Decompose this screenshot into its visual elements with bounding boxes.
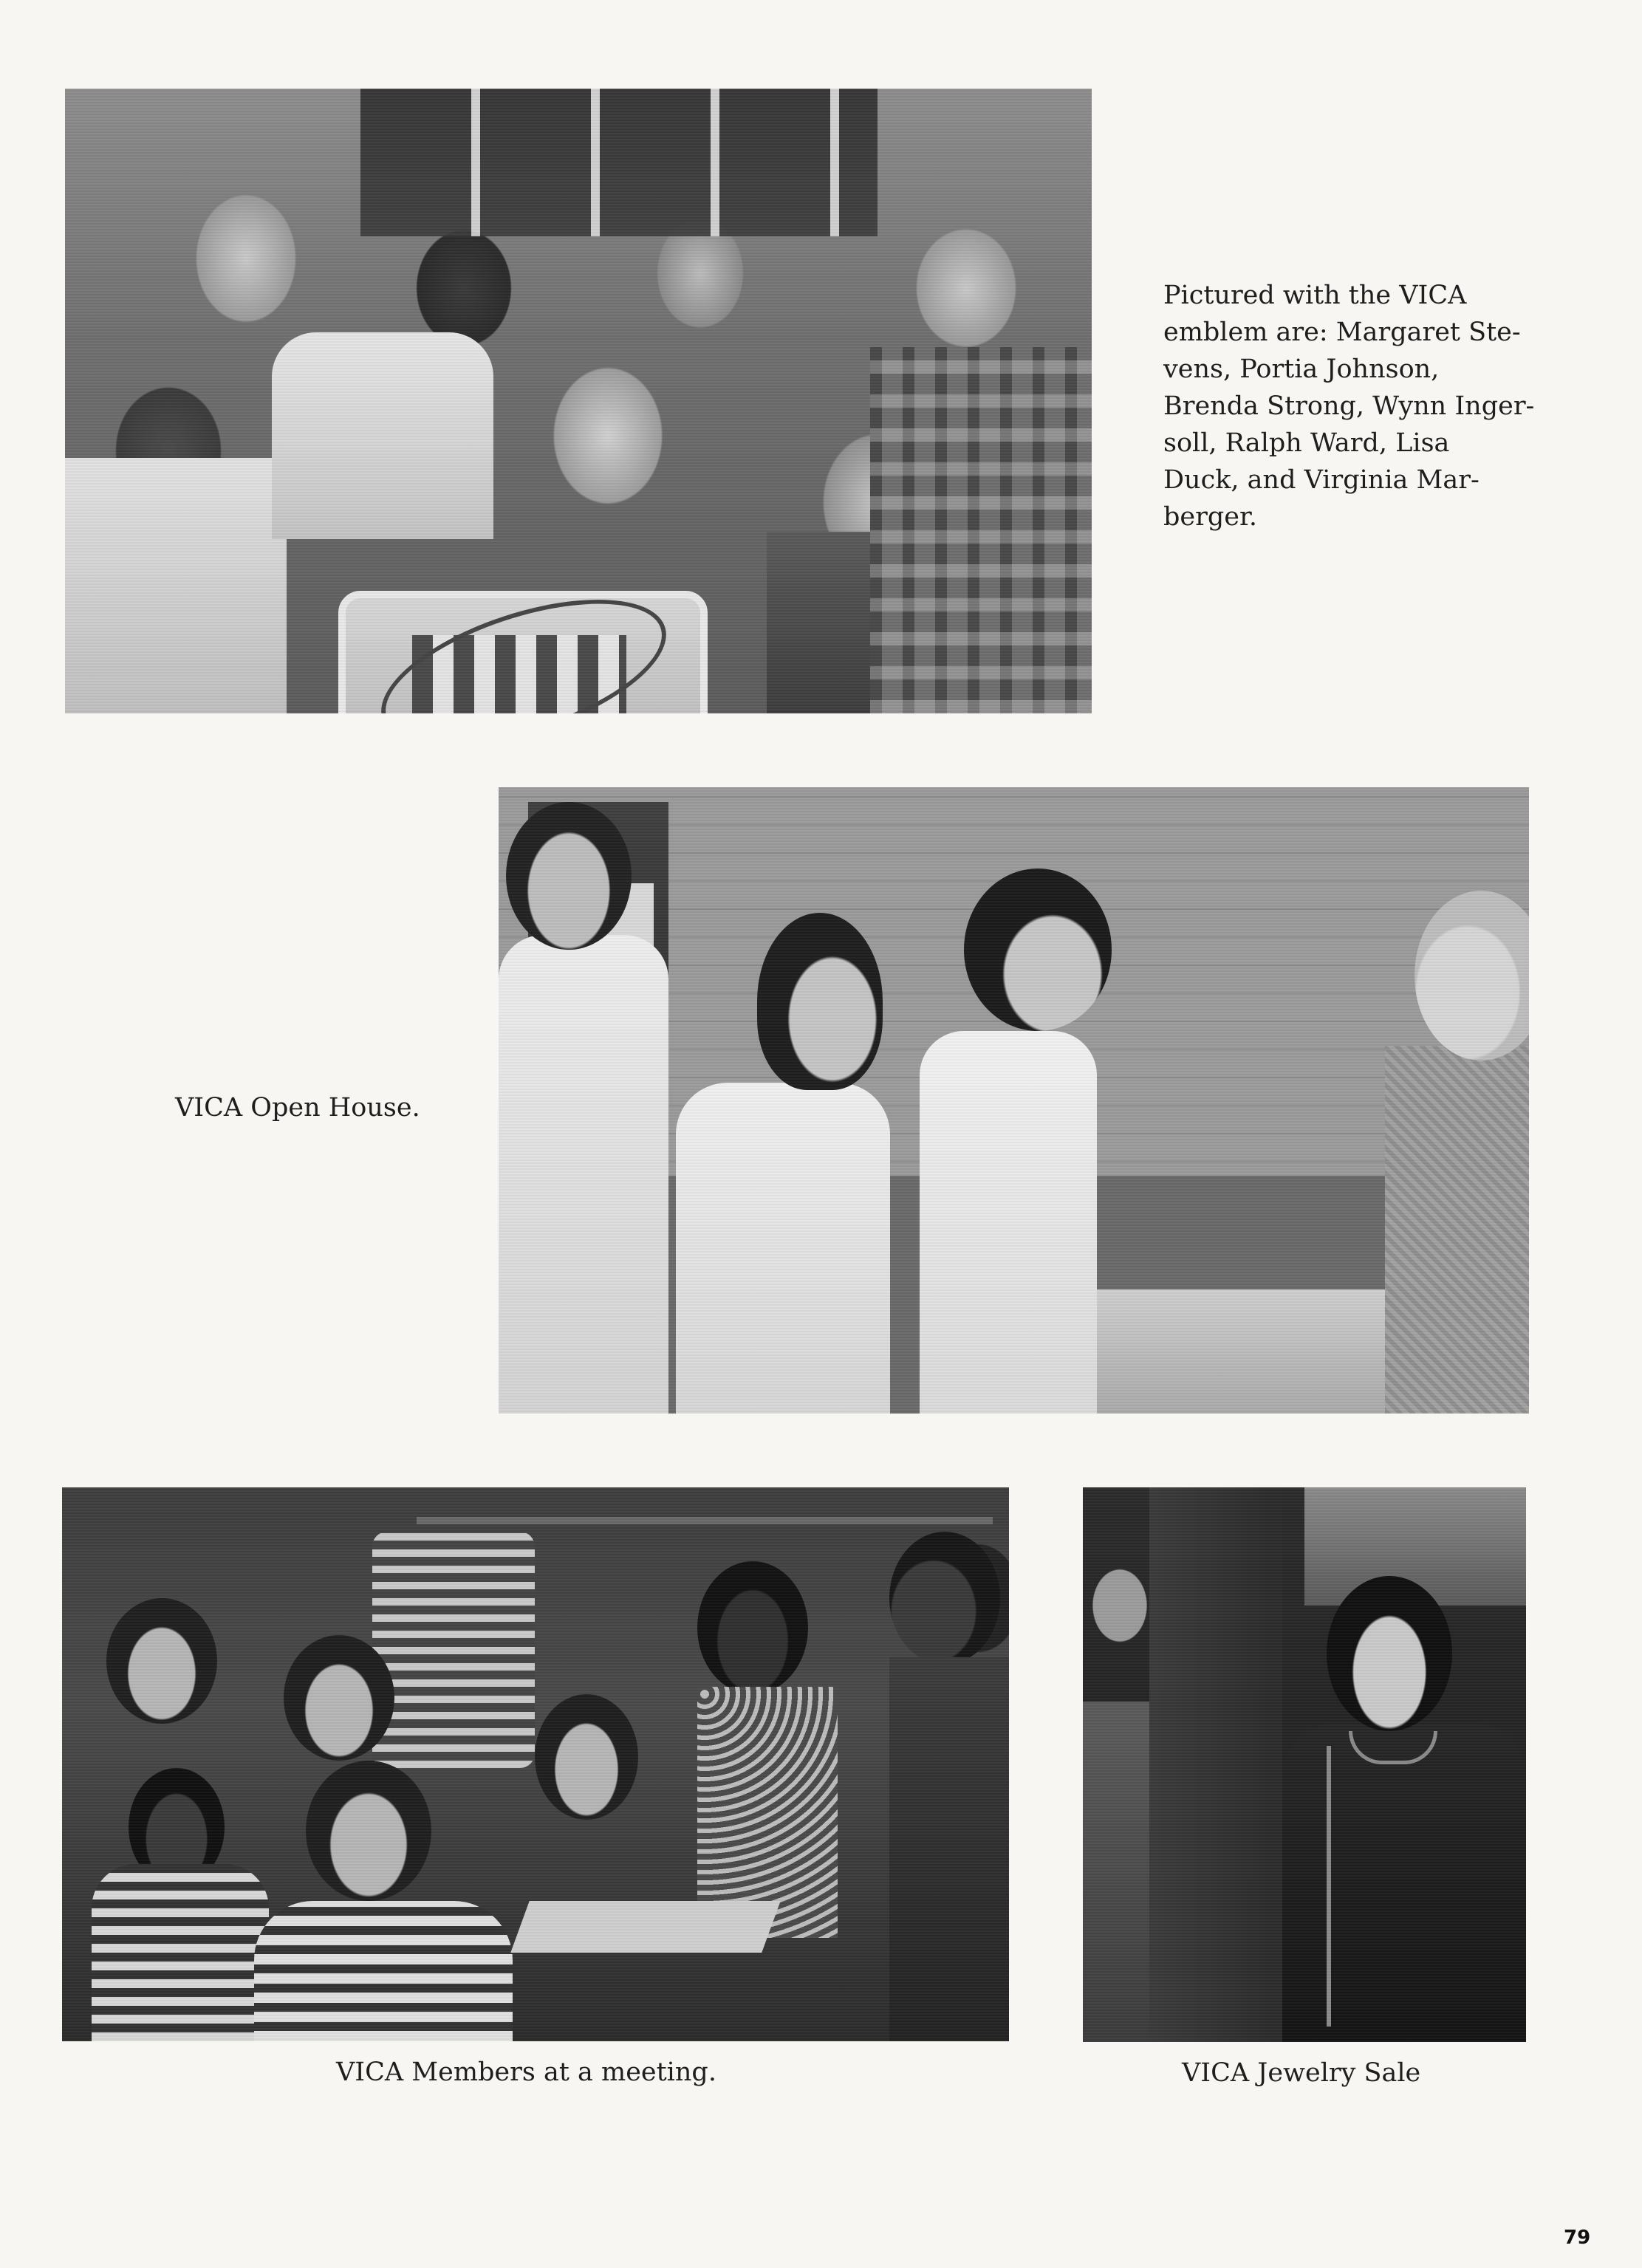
student-left-head <box>506 802 632 950</box>
emblem-photo-caption: Pictured with the VICA emblem are: Margaret Ste- vens, Portia Johnson, Brenda Strong, Wynn Inger- soll, Ralph Ward, Lisa Duck, and Virginia Mar- berger. <box>1163 281 1535 532</box>
open-house-caption: VICA Open House. <box>175 1093 420 1123</box>
student-paying-head <box>964 869 1112 1031</box>
figure-turtleneck <box>272 332 493 539</box>
open-house-photo <box>499 787 1529 1414</box>
emblem-group-photo <box>65 89 1092 713</box>
student-head <box>1327 1576 1452 1731</box>
student-braids <box>676 1083 890 1414</box>
student-head <box>889 1532 1000 1665</box>
student-head <box>106 1598 217 1724</box>
dark-jacket <box>889 1657 1009 2041</box>
cabinet-counter <box>1075 1289 1385 1414</box>
student-head <box>535 1694 638 1820</box>
visitor-right <box>1385 1046 1529 1414</box>
meeting-photo <box>62 1487 1009 2041</box>
page-number: 79 <box>1564 2227 1591 2249</box>
student-left <box>499 935 668 1414</box>
student-head <box>284 1635 394 1761</box>
student-paying <box>920 1031 1097 1414</box>
visitor-right-head <box>1414 891 1529 1061</box>
student-braids-head <box>757 913 883 1090</box>
striped-shirt <box>92 1864 269 2041</box>
student-head <box>697 1561 808 1694</box>
desk <box>510 1901 780 1953</box>
dark-dress <box>1282 1724 1526 2042</box>
patterned-vest <box>697 1687 838 1938</box>
hanging-striped-jacket <box>372 1532 535 1768</box>
jewelry-sale-caption: VICA Jewelry Sale <box>1182 2058 1421 2088</box>
window-background <box>360 89 878 236</box>
meeting-caption: VICA Members at a meeting. <box>336 2058 716 2087</box>
vica-emblem-plaque <box>338 591 708 713</box>
figure-plaid-shirt <box>870 347 1092 713</box>
dark-door <box>1149 1487 1282 2042</box>
figure-left <box>65 458 287 713</box>
coat-rack-bar <box>417 1517 993 1524</box>
student-head <box>306 1761 431 1901</box>
striped-sweater <box>254 1901 513 2041</box>
jewelry-sale-photo <box>1083 1487 1526 2042</box>
